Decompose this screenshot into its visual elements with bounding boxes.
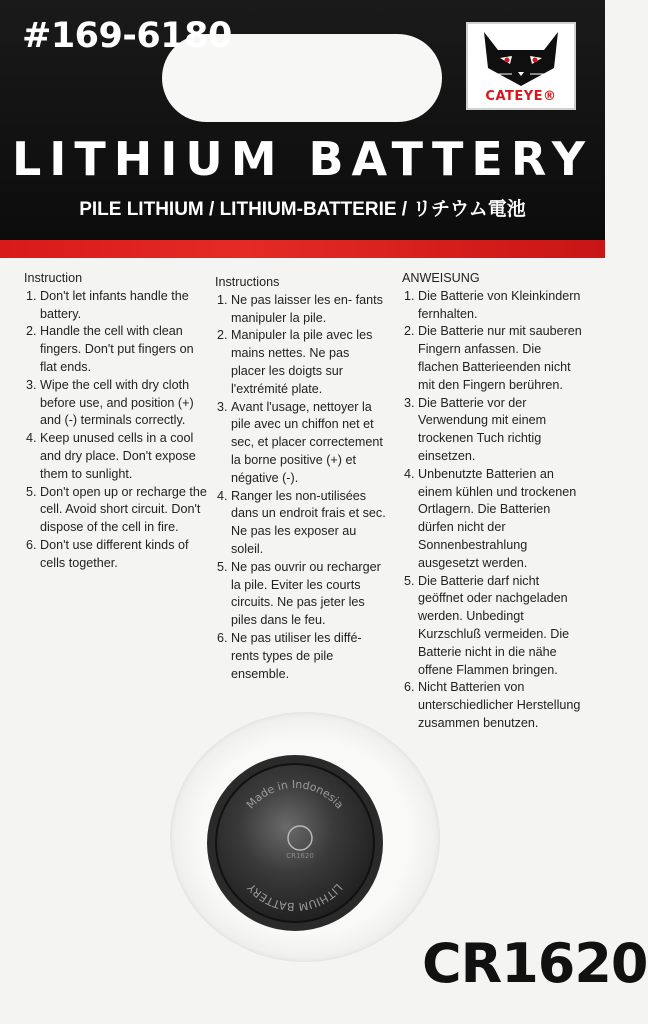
instruction-list <box>402 288 584 733</box>
instructions-heading: Instruction <box>24 271 83 285</box>
instruction-item: 4. Unbenutzte Batterien an einem kühlen und trockenen Ortlagern. Die Batterien dürfen nicht der Sonnenbestrahlung ausgesetzt werden. <box>418 466 584 573</box>
battery-text-top: Made in Indonesia <box>243 777 347 812</box>
brand-name: CATEYE® <box>485 89 557 104</box>
battery-text-bottom: LITHIUM BATTERY <box>245 880 345 914</box>
instruction-item: 5. Don't open up or recharge the cell. Avoid short circuit. Don't dispose of the cell in fire. <box>40 484 210 537</box>
instruction-item: 1. Don't let infants handle the battery. <box>40 288 210 324</box>
instruction-item: 4. Keep unused cells in a cool and dry place. Don't expose them to sunlight. <box>40 430 210 483</box>
instruction-item: 3. Wipe the cell with dry cloth before use, and position (+) and (-) terminals correctly. <box>40 377 210 430</box>
instruction-item: 4. Ranger les non-utilisées dans un endroit frais et sec. Ne pas les exposer au soleil. <box>231 488 387 559</box>
instruction-list <box>24 288 210 573</box>
instruction-list <box>215 292 387 684</box>
instructions-heading: Instructions <box>215 275 280 289</box>
coin-cell-battery <box>200 748 390 938</box>
instruction-item: 6. Don't use different kinds of cells together. <box>40 537 210 573</box>
red-stripe <box>0 240 605 258</box>
instruction-item: 3. Die Batterie vor der Verwendung mit einem trockenen Tuch richtig einsetzen. <box>418 395 584 466</box>
instruction-item: 1. Ne pas laisser les en- fants manipuler la pile. <box>231 292 387 328</box>
model-number: CR1620 <box>422 932 648 995</box>
instruction-item: 2. Manipuler la pile avec les mains nettes. Ne pas placer les doigts sur l'extrémité plate. <box>231 327 387 398</box>
instruction-item: 5. Die Batterie darf nicht geöffnet oder nachgeladen werden. Unbedingt Kurzschluß vermeiden. Die Batterie nicht in die nähe offene Flammen bringen. <box>418 573 584 680</box>
instructions-heading: ANWEISUNG <box>402 271 480 285</box>
instruction-item: 6. Ne pas utiliser les diffé- rents types de pile ensemble. <box>231 630 387 683</box>
instruction-item: 3. Avant l'usage, nettoyer la pile avec un chiffon net et sec, et placer correctement la borne positive (+) et négative (-). <box>231 399 387 488</box>
instructions-german <box>402 270 584 733</box>
instructions-english <box>24 270 210 573</box>
instruction-item: 1. Die Batterie von Kleinkindern fernhalten. <box>418 288 584 324</box>
instructions-french <box>215 274 387 683</box>
instruction-item: 2. Handle the cell with clean fingers. Don't put fingers on flat ends. <box>40 323 210 376</box>
cat-face-icon <box>476 28 566 88</box>
instruction-item: 6. Nicht Batterien von unterschiedlicher Herstellung zusammen benutzen. <box>418 679 584 732</box>
battery-center-text: CR1620 <box>286 852 314 860</box>
brand-logo <box>466 22 576 110</box>
part-number: #169-6180 <box>22 16 232 56</box>
product-subtitle: PILE LITHIUM / LITHIUM-BATTERIE / リチウム電池 <box>79 199 526 220</box>
product-title: LITHIUM BATTERY <box>11 132 594 186</box>
instruction-item: 2. Die Batterie nur mit sauberen Fingern anfassen. Die flachen Batterieenden nicht mit den Fingern berühren. <box>418 323 584 394</box>
instruction-item: 5. Ne pas ouvrir ou recharger la pile. Eviter les courts circuits. Ne pas jeter les piles dans le feu. <box>231 559 387 630</box>
